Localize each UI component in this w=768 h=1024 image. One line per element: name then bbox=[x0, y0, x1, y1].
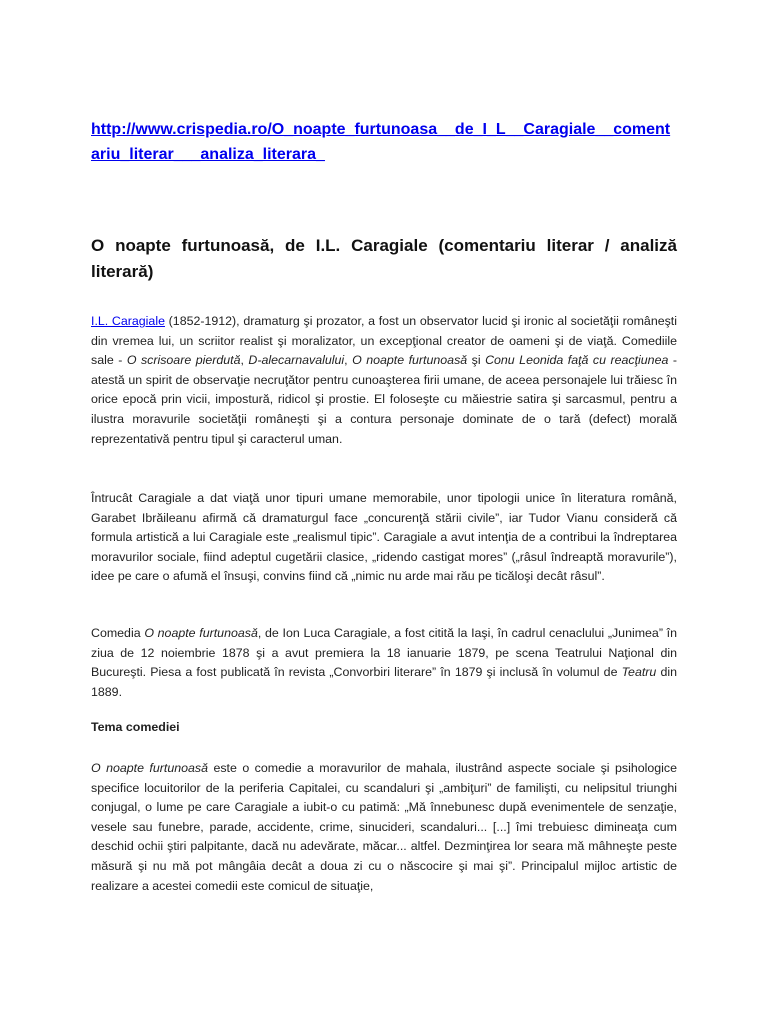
theme-text: este o comedie a moravurilor de mahala, ilustrând aspecte sociale şi psihologice specifice locuitorilor de la periferia Capitalei, cu scandaluri şi „ambiţuri” de familişti, cu nelipsitul triunghi conjugal, o lume pe care Caragiale a iubit-o cu patimă: „Mă înnebunesc după evenimentele de senzaţie, vesele sau funebre, parade, accidente, crime, sinucideri, scandaluri... [...] îmi trebuiesc dimineaţa cum deschid ochii ştiri palpitante, dacă nu adevărate, măcar... altfel. Dezminţirea lor seara mă mâhneşte peste măsură şi nu mă pot mângâia decât a doua zi cu o născocire şi mai şi”. Principalul mijloc artistic de realizare a acestei comedii este comicul de situaţie, bbox=[91, 761, 677, 893]
paragraph-premiere bbox=[91, 624, 677, 702]
separator: , bbox=[344, 353, 353, 368]
paragraph-theme bbox=[91, 759, 677, 896]
work-title: D-alecarnavalului bbox=[248, 353, 345, 368]
work-title: Teatru bbox=[621, 665, 657, 680]
work-title: O noapte furtunoasă bbox=[144, 626, 258, 640]
author-link[interactable]: I.L. Caragiale bbox=[91, 314, 165, 328]
intro-text-a: (1852-1912), dramaturg şi prozator, a fost un observator lucid şi ironic al societăţii româneşti din vremea lui, un scriitor realist şi moralizator, un excepţional creator de oameni şi de viaţă. Comediile sale - bbox=[91, 314, 677, 368]
source-url-link[interactable]: http://www.crispedia.ro/O_noapte_furtunoasa__de_I_L__Caragiale__comentariu_literar___analiza_literara_ bbox=[91, 121, 671, 163]
separator: , bbox=[240, 353, 249, 368]
premiere-text-c: din 1889. bbox=[91, 665, 677, 699]
premiere-text-b: , de Ion Luca Caragiale, a fost citită la Iaşi, în cadrul cenaclului „Junimea” în ziua de 12 noiembrie 1878 şi a avut premiera la 18 ianuarie 1879, pe scena Teatrului Naţional din Bucureşti. Piesa a fost publicată în revista „Convorbiri literare” în 1879 şi inclusă în volumul de bbox=[91, 626, 677, 680]
paragraph-intro bbox=[91, 312, 677, 449]
separator: şi bbox=[467, 353, 486, 368]
article-title: O noapte furtunoasă, de I.L. Caragiale (comentariu literar / analiză literară) bbox=[91, 236, 677, 281]
premiere-text-a: Comedia bbox=[91, 626, 145, 640]
work-title: O noapte furtunoasă bbox=[91, 761, 208, 775]
section-heading: Tema comediei bbox=[91, 720, 180, 734]
work-title: O noapte furtunoasă bbox=[352, 353, 468, 368]
intro-text-b: - atestă un spirit de observaţie necruţător pentru cunoaşterea firii umane, de aceea personajele lui trăiesc în orice epocă prin vicii, impostură, ridicol şi prostie. El foloseşte cu măiestrie satira şi sarcasmul, pentru a ilustra moravurile societăţii româneşti şi a contura personaje dominate de o tară (defect) morală reprezentativă pentru tipul şi caracterul uman. bbox=[91, 353, 677, 446]
work-title: Conu Leonida faţă cu reacţiunea bbox=[485, 353, 669, 368]
work-title: O scrisoare pierdută bbox=[126, 353, 241, 368]
paragraph-critics: Întrucât Caragiale a dat viaţă unor tipuri umane memorabile, unor tipologii unice în literatura română, Garabet Ibrăileanu afirmă că dramaturgul face „concurenţă stării civile”, iar Tudor Vianu consideră că formula artistică a lui Caragiale este „realismul tipic”. Caragiale a avut intenţia de a contribui la îndreptarea moravurilor sociale, fiind adeptul cugetării clasice, „ridendo castigat mores” („râsul îndreaptă moravurile”), idee pe care o afumă el însuşi, convins fiind că „nimic nu arde mai rău pe ticăloşi decât râsul”. bbox=[91, 491, 677, 584]
